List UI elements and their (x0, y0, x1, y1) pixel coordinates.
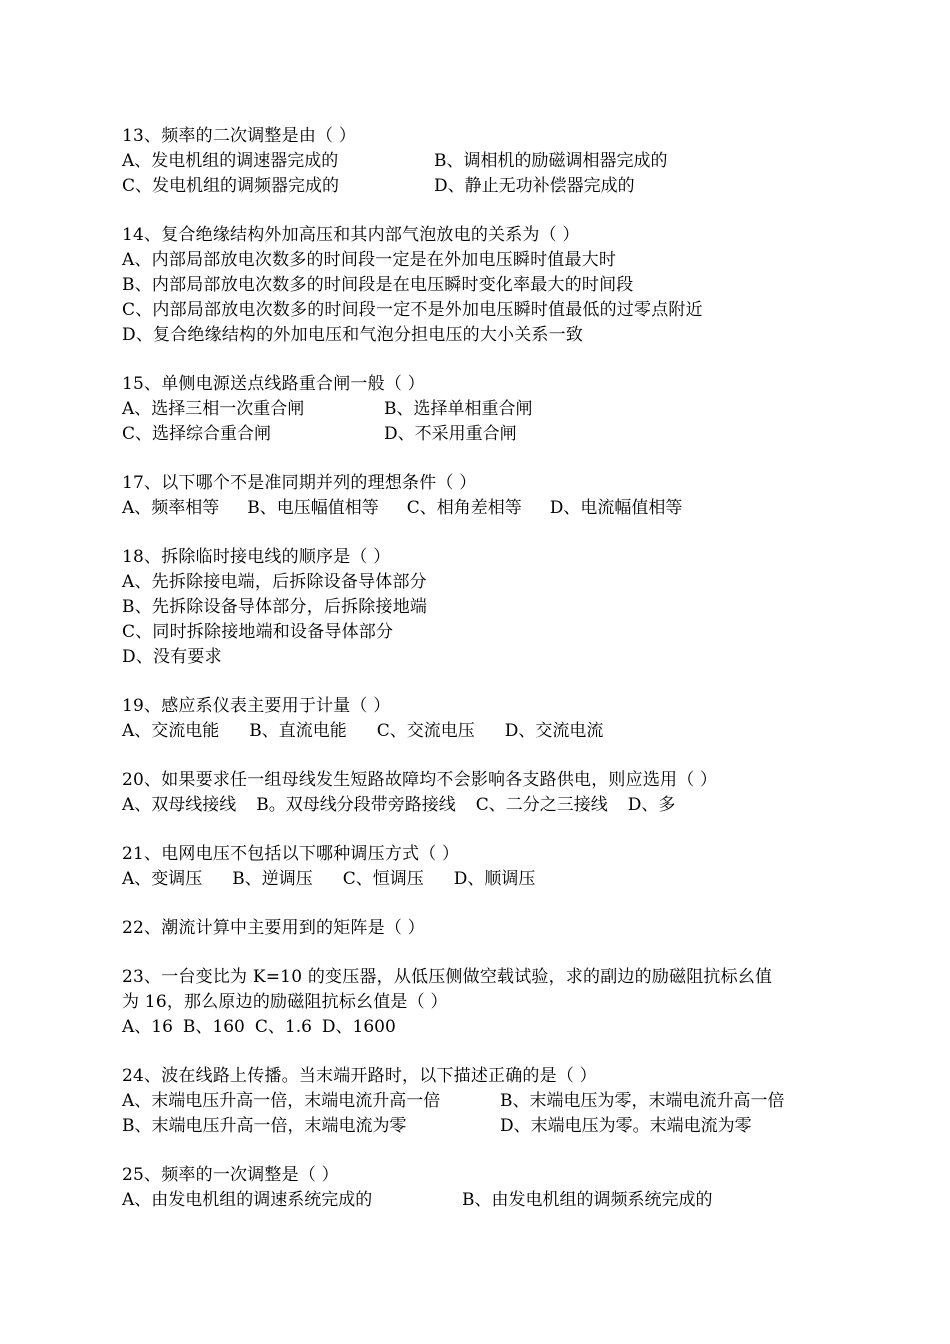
question-stem: 20、如果要求任一组母线发生短路故障均不会影响各支路供电，则应选用（ ） (122, 770, 718, 790)
option-a: A、内部局部放电次数多的时间段一定是在外加电压瞬时值最大时 (122, 250, 617, 270)
option-row (122, 719, 842, 744)
option-row (122, 496, 842, 521)
question-23 (122, 965, 842, 1040)
option-b: B、内部局部放电次数多的时间段是在电压瞬时变化率最大的时间段 (122, 275, 634, 295)
option-d: D、不采用重合闸 (384, 424, 517, 444)
option-d: D、静止无功补偿器完成的 (434, 176, 635, 196)
option-b: B、电压幅值相等 (247, 498, 379, 518)
option-a: A、变调压 (122, 869, 203, 889)
option-d: D、没有要求 (122, 647, 222, 667)
question-19 (122, 694, 842, 744)
question-stem: 19、感应系仪表主要用于计量（ ） (122, 696, 391, 716)
question-17 (122, 471, 842, 521)
option-d: D、电流幅值相等 (549, 498, 683, 518)
question-stem: 23、一台变比为 K=10 的变压器，从低压侧做空载试验，求的副边的励磁阻抗标幺值 (122, 967, 773, 987)
document-page (122, 124, 842, 1237)
option-b: B。双母线分段带旁路接线 (256, 795, 456, 815)
option-a: A、先拆除接电端，后拆除设备导体部分 (122, 572, 427, 592)
option-c: C、同时拆除接地端和设备导体部分 (122, 622, 394, 642)
option-row (122, 1089, 842, 1114)
question-15 (122, 372, 842, 447)
question-stem: 21、电网电压不包括以下哪种调压方式（ ） (122, 844, 460, 864)
option-d: D、末端电压为零。末端电流为零 (500, 1116, 752, 1136)
question-stem: 14、复合绝缘结构外加高压和其内部气泡放电的关系为（ ） (122, 225, 580, 245)
question-stem: 13、频率的二次调整是由（ ） (122, 126, 357, 146)
option-a: A、交流电能 (122, 721, 220, 741)
question-21 (122, 842, 842, 892)
option-row (122, 174, 842, 199)
question-24 (122, 1064, 842, 1139)
option-c: C、相角差相等 (406, 498, 522, 518)
question-stem-continued: 为 16，那么原边的励磁阻抗标幺值是（ ） (122, 992, 448, 1012)
option-row (122, 422, 842, 447)
option-c: C、选择综合重合闸 (122, 424, 272, 444)
option-d: D、复合绝缘结构的外加电压和气泡分担电压的大小关系一致 (122, 325, 584, 345)
option-c: C、交流电压 (376, 721, 475, 741)
question-25 (122, 1163, 842, 1213)
question-14 (122, 223, 842, 348)
option-a: A、发电机组的调速器完成的 (122, 151, 339, 171)
option-b: B、160 (182, 1017, 245, 1037)
question-stem: 15、单侧电源送点线路重合闸一般（ ） (122, 374, 425, 394)
option-a: A、双母线接线 (122, 795, 237, 815)
question-stem: 25、频率的一次调整是（ ） (122, 1165, 339, 1185)
question-20 (122, 768, 842, 818)
question-18 (122, 545, 842, 670)
option-b: B、先拆除设备导体部分，后拆除接地端 (122, 597, 428, 617)
option-d: D、交流电流 (504, 721, 604, 741)
option-row (122, 1015, 842, 1040)
option-a: A、末端电压升高一倍，末端电流升高一倍 (122, 1091, 441, 1111)
option-a: A、频率相等 (122, 498, 220, 518)
question-stem: 17、以下哪个不是准同期并列的理想条件（ ） (122, 473, 477, 493)
option-b: B、选择单相重合闸 (384, 399, 533, 419)
option-row (122, 1114, 842, 1139)
option-a: A、16 (122, 1017, 173, 1037)
option-c: C、1.6 (254, 1017, 312, 1037)
question-stem: 24、波在线路上传播。当末端开路时，以下描述正确的是（ ） (122, 1066, 597, 1086)
question-13 (122, 124, 842, 199)
option-row (122, 397, 842, 422)
option-d: D、顺调压 (453, 869, 536, 889)
option-row (122, 1188, 842, 1213)
option-b: B、直流电能 (249, 721, 347, 741)
option-c: B、末端电压升高一倍，末端电流为零 (122, 1116, 407, 1136)
question-stem: 18、拆除临时接电线的顺序是（ ） (122, 547, 391, 567)
option-b: B、逆调压 (232, 869, 313, 889)
option-a: A、选择三相一次重合闸 (122, 399, 305, 419)
option-a: A、由发电机组的调速系统完成的 (122, 1190, 373, 1210)
question-stem: 22、潮流计算中主要用到的矩阵是（ ） (122, 918, 425, 938)
option-b: B、末端电压为零，末端电流升高一倍 (500, 1091, 785, 1111)
option-d: D、1600 (321, 1017, 396, 1037)
option-c: C、恒调压 (342, 869, 424, 889)
option-b: B、调相机的励磁调相器完成的 (434, 151, 668, 171)
question-22 (122, 916, 842, 941)
option-row (122, 867, 842, 892)
option-c: C、发电机组的调频器完成的 (122, 176, 340, 196)
option-c: C、内部局部放电次数多的时间段一定不是外加电压瞬时值最低的过零点附近 (122, 300, 703, 320)
option-d: D、多 (627, 795, 676, 815)
option-c: C、二分之三接线 (475, 795, 608, 815)
option-row (122, 149, 842, 174)
option-b: B、由发电机组的调频系统完成的 (462, 1190, 713, 1210)
option-row (122, 793, 842, 818)
